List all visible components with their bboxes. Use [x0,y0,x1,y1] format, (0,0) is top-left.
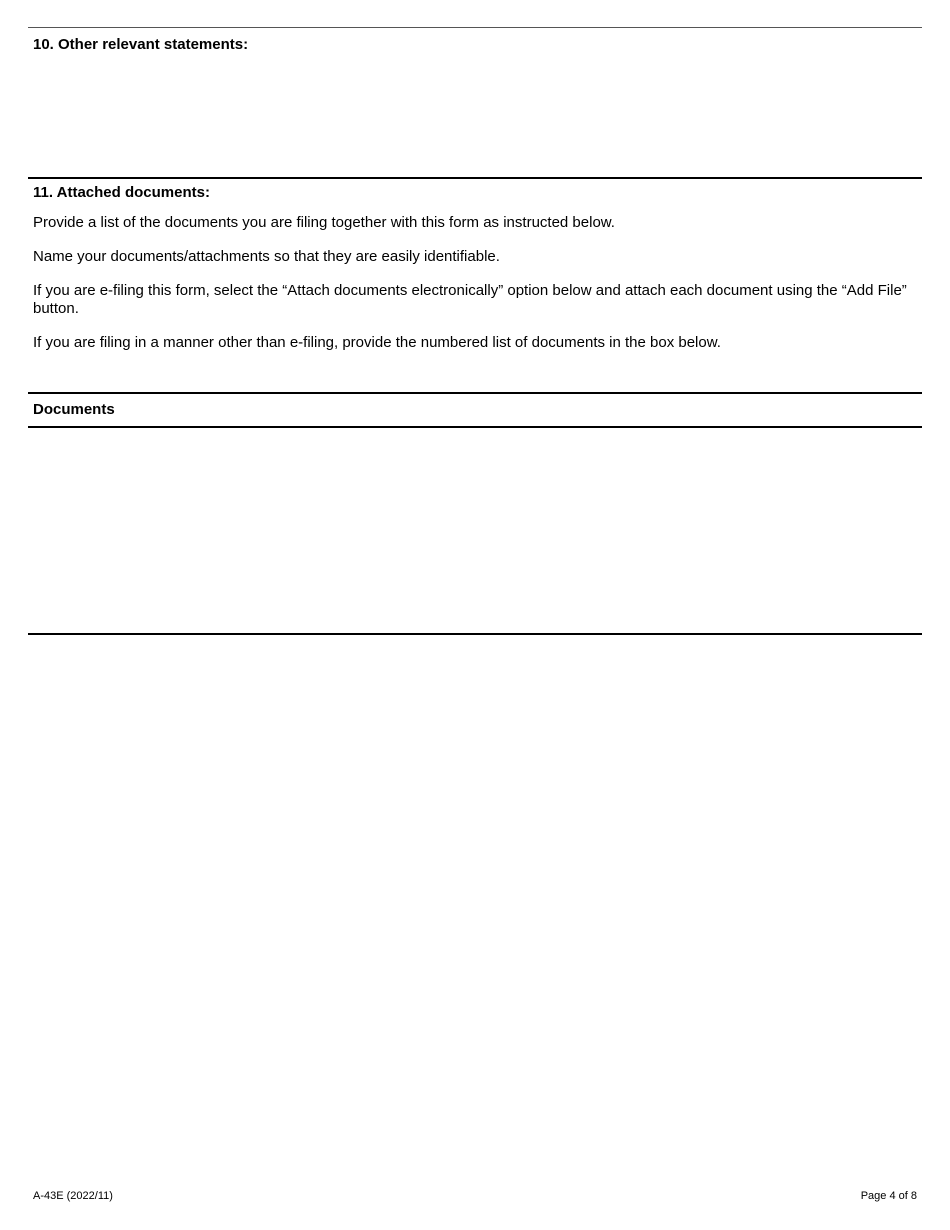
section-10-heading: 10. Other relevant statements: [33,36,249,53]
page-number: Page 4 of 8 [860,1190,917,1202]
section-11-heading: 11. Attached documents: [33,184,210,201]
documents-bottom-divider [28,633,922,635]
section-10-divider [28,177,922,179]
documents-header-bottom-divider [28,426,922,428]
instruction-list-documents: Provide a list of the documents you are filing together with this form as instructed below. [33,214,615,231]
other-relevant-statements-field[interactable] [28,58,922,176]
instruction-name-documents: Name your documents/attachments so that they are easily identifiable. [33,248,500,265]
top-divider [28,27,922,28]
documents-header-top-divider [28,392,922,394]
instruction-other-filing: If you are filing in a manner other than e-filing, provide the numbered list of documents in the box below. [33,334,721,351]
documents-list-field[interactable] [28,429,922,632]
documents-label: Documents [33,401,115,418]
instruction-e-filing: If you are e-filing this form, select the “Attach documents electronically” option below and attach each document using the “Add File” button. [33,282,907,317]
form-code: A-43E (2022/11) [33,1190,113,1202]
